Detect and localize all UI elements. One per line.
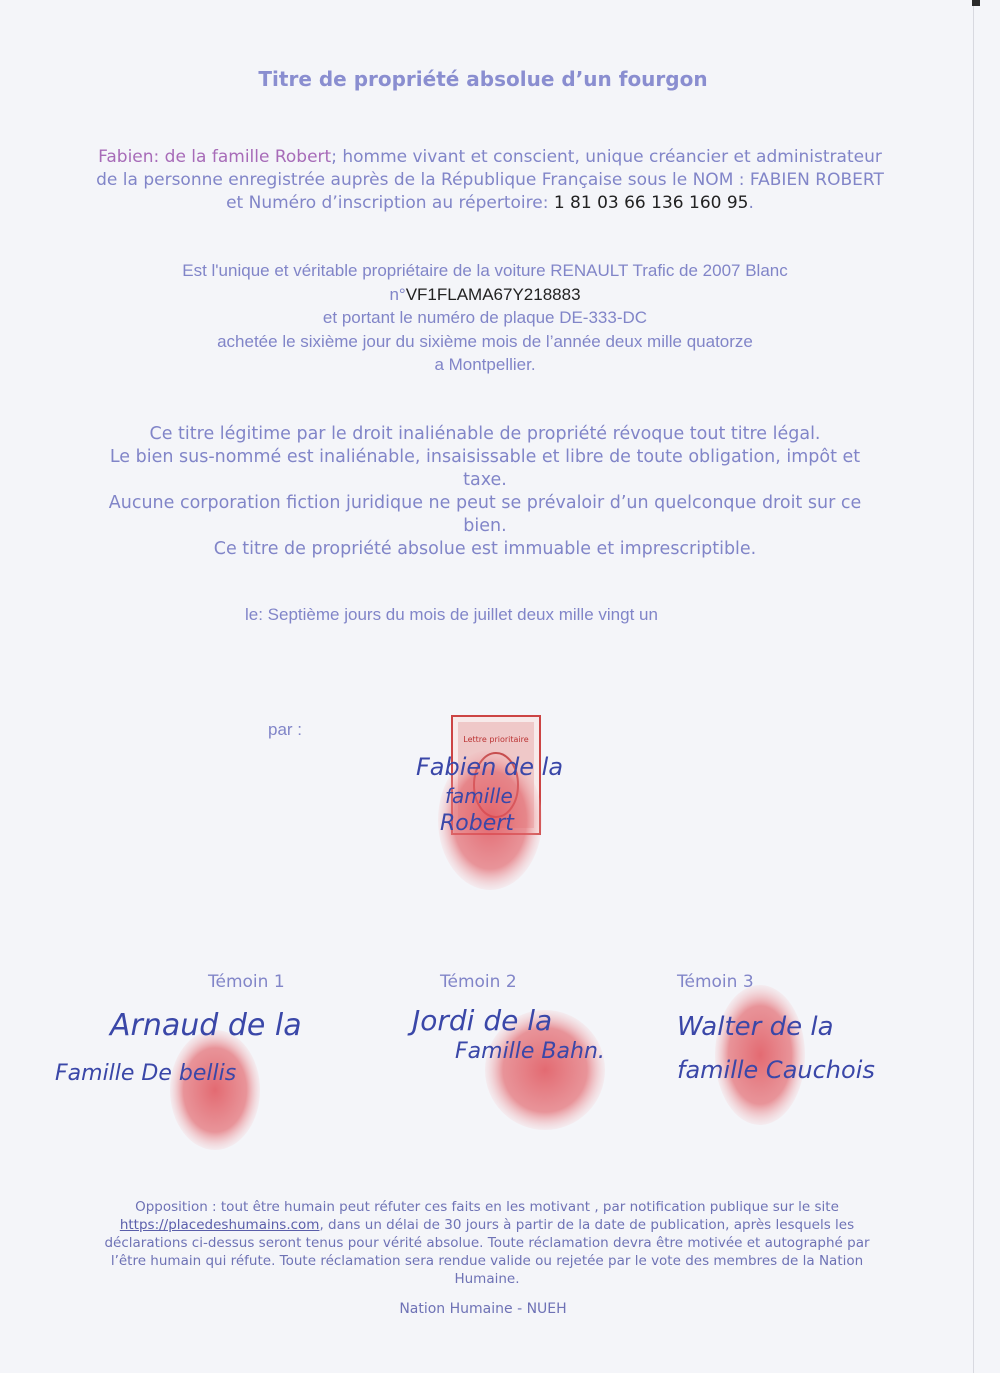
witness-signature-line: Famille De bellis [55, 1061, 237, 1086]
declaration-line: Aucune corporation fiction juridique ne peut se prévaloir d’un quelconque droit sur ce bien. [108, 493, 862, 536]
vehicle-line: Est l'unique et véritable propriétaire de la voiture RENAULT Trafic de 2007 Blanc [182, 261, 788, 280]
declaration-line: Ce titre de propriété absolue est immuable et imprescriptible. [213, 539, 757, 559]
witness3-fingerprint [715, 985, 805, 1125]
witness1-signature [55, 1008, 302, 1086]
opposition-link[interactable]: https://placedeshumains.com [119, 1217, 320, 1233]
plate-line: et portant le numéro de plaque DE-333-DC [322, 308, 648, 327]
date-line: le: Septième jours du mois de juillet deux mille vingt un [245, 605, 658, 624]
registration-number: 1 81 03 66 136 160 95 [553, 193, 749, 213]
par-label: par : [268, 720, 303, 739]
owner-signature-line: famille [445, 784, 513, 808]
witness-signature-line: Walter de la [677, 1012, 834, 1042]
witness2-label: Témoin 2 [440, 972, 517, 992]
opposition-text: Opposition : tout être humain peut réfuter ces faits en les motivant , par notification publique sur le site [135, 1199, 839, 1215]
witness1-label: Témoin 1 [208, 972, 285, 992]
document-title: Titre de propriété absolue d’un fourgon [258, 67, 708, 91]
intro-text: ; homme vivant et conscient, unique créancier et administrateur de la personne enregistrée auprès de la République Française sous le NOM : FABIEN ROBERT et Numéro d’inscription au répertoire: [96, 147, 884, 213]
footer: Nation Humaine - NUEH [399, 1301, 567, 1317]
opposition-notice [92, 1198, 882, 1288]
witness-signature-line: famille Cauchois [677, 1056, 875, 1084]
owner-name: Fabien: de la famille Robert [98, 147, 332, 167]
intro-end: . [748, 193, 754, 213]
witness-signature-line: Famille Bahn. [455, 1039, 605, 1064]
purchase-line: achetée le sixième jour du sixième mois de l’année deux mille quatorze [217, 331, 753, 351]
declaration-line: Le bien sus-nommé est inaliénable, insaisissable et libre de toute obligation, impôt et taxe. [109, 447, 861, 490]
witness-signature-line: Jordi de la [412, 1004, 553, 1037]
opposition-text-after: , dans un délai de 30 jours à partir de la date de publication, après lesquels les déclarations ci-dessus seront tenus pour vérité absolue. Toute réclamation devra être motivée et autographé par l’être humain qui réfute. Toute réclamation sera rendue valide ou rejetée par le vote des membres de la Nation Humaine. [104, 1217, 870, 1287]
vin-prefix: n° [389, 284, 406, 304]
witness3-label: Témoin 3 [677, 972, 754, 992]
vin-number: VF1FLAMA67Y218883 [405, 284, 581, 304]
owner-signature-line: Fabien de la [416, 753, 564, 781]
witness1-fingerprint [170, 1030, 260, 1150]
stamp-label: Lettre prioritaire [463, 735, 529, 744]
declaration-line: Ce titre légitime par le droit inaliénable de propriété révoque tout titre légal. [149, 424, 821, 444]
place-line: a Montpellier. [434, 355, 536, 374]
owner-signature-line: Robert [440, 811, 514, 836]
witness-signature-line: Arnaud de la [110, 1008, 302, 1043]
